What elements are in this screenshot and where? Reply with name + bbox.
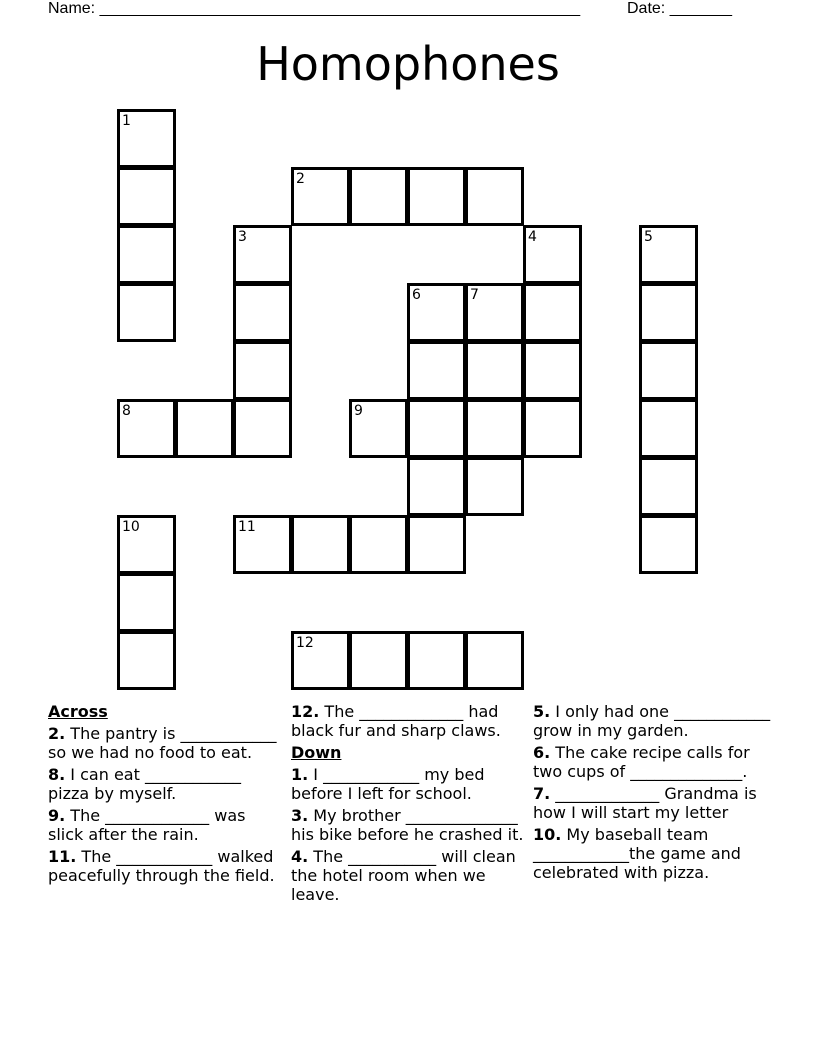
- grid-cell[interactable]: [523, 341, 582, 400]
- clue-number: 9.: [48, 806, 66, 825]
- grid-cell[interactable]: [407, 283, 466, 342]
- clue-text: The _____________ was slick after the rain.: [48, 806, 246, 844]
- clue-number: 8.: [48, 765, 66, 784]
- clue-number: 6.: [533, 743, 551, 762]
- grid-cell[interactable]: [523, 399, 582, 458]
- grid-cell[interactable]: [117, 399, 176, 458]
- grid-cell[interactable]: [465, 167, 524, 226]
- grid-cell[interactable]: [291, 167, 350, 226]
- clue-number: 7.: [533, 784, 551, 803]
- clue-down-7: [533, 784, 773, 822]
- clue-number-label: 8: [122, 403, 131, 419]
- clue-down-3: [291, 806, 527, 844]
- grid-cell[interactable]: [639, 341, 698, 400]
- grid-cell[interactable]: [233, 341, 292, 400]
- clue-number-label: 6: [412, 287, 421, 303]
- clue-down-6: [533, 743, 773, 781]
- clue-number-label: 4: [528, 229, 537, 245]
- clue-number-label: 7: [470, 287, 479, 303]
- grid-cell[interactable]: [233, 399, 292, 458]
- grid-cell[interactable]: [117, 109, 176, 168]
- clue-number-label: 1: [122, 113, 131, 129]
- clue-down-4: [291, 847, 527, 904]
- clue-number-label: 9: [354, 403, 363, 419]
- grid-cell[interactable]: [349, 167, 408, 226]
- grid-cell[interactable]: [639, 515, 698, 574]
- grid-cell[interactable]: [639, 283, 698, 342]
- grid-cell[interactable]: [291, 515, 350, 574]
- grid-cell[interactable]: [465, 457, 524, 516]
- grid-cell[interactable]: [407, 457, 466, 516]
- clue-text: My baseball team ____________the game and celebrated with pizza.: [533, 825, 741, 882]
- clue-number-label: 11: [238, 519, 256, 535]
- grid-cell[interactable]: [175, 399, 234, 458]
- grid-cell[interactable]: [349, 399, 408, 458]
- grid-cell[interactable]: [349, 631, 408, 690]
- grid-cell[interactable]: [465, 283, 524, 342]
- grid-cell[interactable]: [523, 225, 582, 284]
- clue-number: 12.: [291, 702, 320, 721]
- clue-number-label: 3: [238, 229, 247, 245]
- clue-text: _____________ Grandma is how I will start my letter: [533, 784, 757, 822]
- clue-down-1: [291, 765, 527, 803]
- grid-cell[interactable]: [117, 167, 176, 226]
- grid-cell[interactable]: [407, 515, 466, 574]
- grid-cell[interactable]: [407, 341, 466, 400]
- clue-text: The _____________ had black fur and sharp claws.: [291, 702, 501, 740]
- grid-cell[interactable]: [117, 573, 176, 632]
- grid-cell[interactable]: [233, 225, 292, 284]
- clue-text: The ___________ will clean the hotel room when we leave.: [291, 847, 516, 904]
- clue-text: The ____________ walked peacefully through the field.: [48, 847, 275, 885]
- grid-cell[interactable]: [117, 631, 176, 690]
- name-field-label[interactable]: Name: ______________________________________________________: [48, 0, 581, 17]
- clue-text: The pantry is ____________ so we had no food to eat.: [48, 724, 277, 762]
- clue-column-2: [291, 702, 527, 907]
- clue-across-11: [48, 847, 284, 885]
- grid-cell[interactable]: [465, 631, 524, 690]
- grid-cell[interactable]: [523, 283, 582, 342]
- page-title: Homophones: [256, 37, 560, 91]
- date-field-label[interactable]: Date: _______: [627, 0, 732, 17]
- grid-cell[interactable]: [407, 399, 466, 458]
- clue-number: 3.: [291, 806, 309, 825]
- clue-number: 10.: [533, 825, 562, 844]
- clue-number: 1.: [291, 765, 309, 784]
- clue-column-1: [48, 702, 284, 888]
- clue-number: 11.: [48, 847, 77, 866]
- clue-text: I can eat ____________ pizza by myself.: [48, 765, 241, 803]
- grid-cell[interactable]: [117, 283, 176, 342]
- grid-cell[interactable]: [233, 283, 292, 342]
- grid-cell[interactable]: [639, 225, 698, 284]
- grid-cell[interactable]: [639, 399, 698, 458]
- across-heading: Across: [48, 702, 108, 721]
- grid-cell[interactable]: [233, 515, 292, 574]
- down-heading: Down: [291, 743, 342, 762]
- clue-text: I ____________ my bed before I left for school.: [291, 765, 485, 803]
- grid-cell[interactable]: [407, 631, 466, 690]
- clue-number: 5.: [533, 702, 551, 721]
- clue-column-3: [533, 702, 773, 885]
- clue-text: I only had one ____________ grow in my garden.: [533, 702, 771, 740]
- clue-text: My brother ______________ his bike before he crashed it.: [291, 806, 524, 844]
- clue-number-label: 5: [644, 229, 653, 245]
- clue-down-5: [533, 702, 773, 740]
- clue-across-2: [48, 724, 284, 762]
- grid-cell[interactable]: [639, 457, 698, 516]
- clue-number-label: 2: [296, 171, 305, 187]
- clue-number-label: 12: [296, 635, 314, 651]
- grid-cell[interactable]: [407, 167, 466, 226]
- clue-text: The cake recipe calls for two cups of ______________.: [533, 743, 750, 781]
- grid-cell[interactable]: [465, 399, 524, 458]
- grid-cell[interactable]: [465, 341, 524, 400]
- grid-cell[interactable]: [291, 631, 350, 690]
- clue-number: 2.: [48, 724, 66, 743]
- grid-cell[interactable]: [117, 225, 176, 284]
- clue-across-9: [48, 806, 284, 844]
- grid-cell[interactable]: [117, 515, 176, 574]
- clue-number: 4.: [291, 847, 309, 866]
- grid-cell[interactable]: [349, 515, 408, 574]
- clue-across-8: [48, 765, 284, 803]
- clue-down-10: [533, 825, 773, 882]
- clue-number-label: 10: [122, 519, 140, 535]
- clue-across-12: [291, 702, 527, 740]
